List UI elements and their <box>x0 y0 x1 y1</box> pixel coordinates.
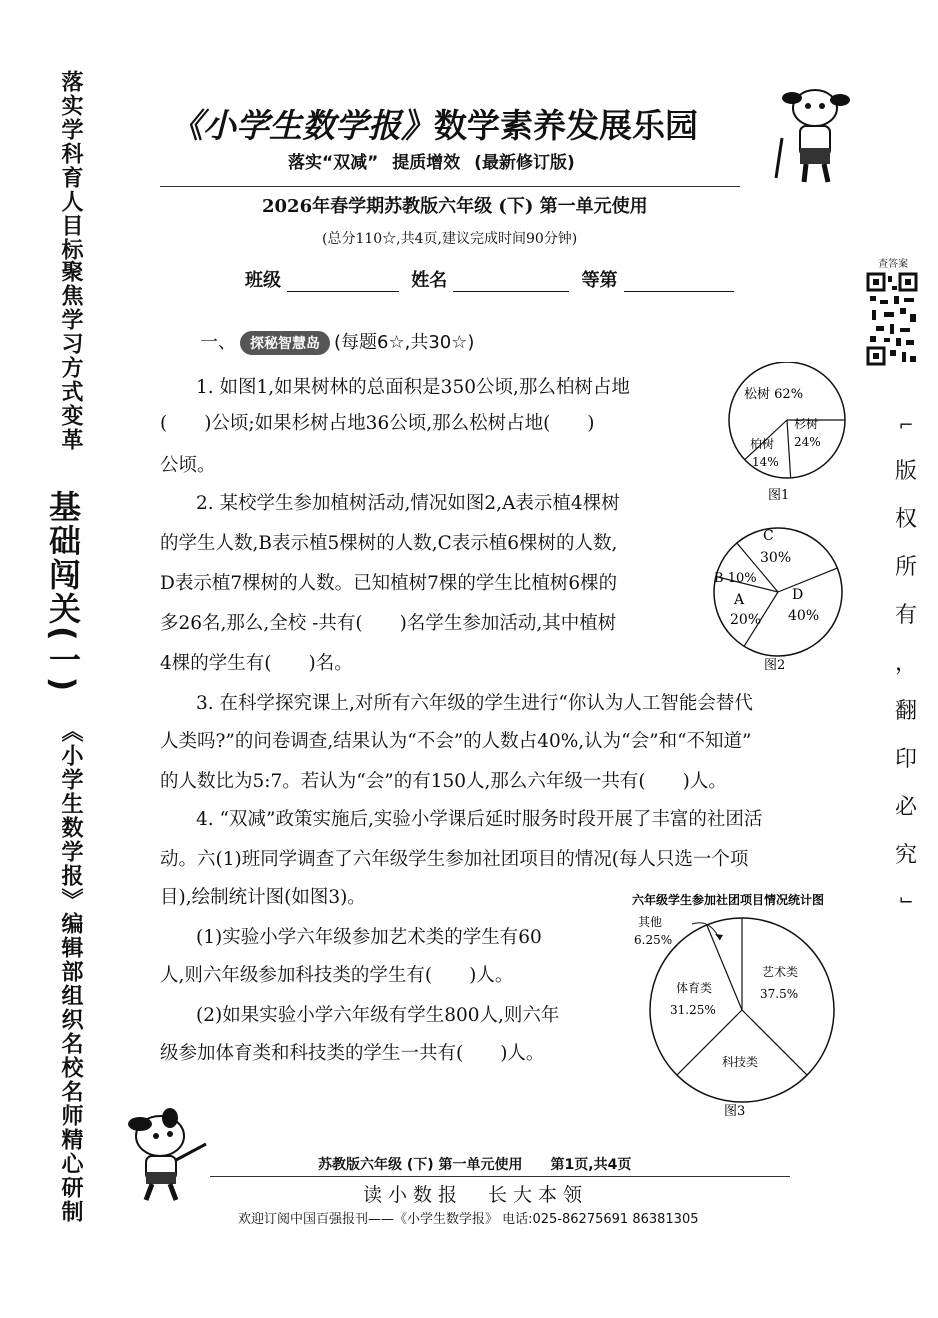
rights-char: 印 <box>894 747 917 772</box>
qr-label: 查答案 <box>878 259 908 270</box>
footer-slogan: 读小数报 长大本领 <box>363 1184 589 1206</box>
score-note: (总分110☆,共4页,建议完成时间90分钟) <box>322 231 578 247</box>
q2-line-3: D表示植7棵树的人数。已知植树7棵的学生比植树6棵的 <box>160 573 618 594</box>
pie1-label-baishu: 柏树 <box>750 437 775 451</box>
q4-line-2: 动。六(1)班同学调查了六年级学生参加社团项目的情况(每人只选一个项 <box>160 849 749 870</box>
rights-char: 有 <box>894 603 917 628</box>
pie1-label-shanshu: 杉树 <box>794 417 819 431</box>
pie3-title: 六年级学生参加社团项目情况统计图 <box>632 893 825 907</box>
side-slogan-1: 落实学科育人目标 <box>58 70 83 262</box>
q4-sub2-line-1: (2)如果实验小学六年级有学生800人,则六年 <box>196 1005 560 1026</box>
page-subtitle: 落实“双减” 提质增效 (最新修订版) <box>288 153 575 173</box>
section-number: 一、 <box>200 332 236 353</box>
rights-char: 必 <box>894 795 917 820</box>
edition-line: 2026年春学期苏教版六年级 (下) 第一单元使用 <box>262 196 648 217</box>
q4-sub1-line-1: (1)实验小学六年级参加艺术类的学生有60 <box>196 927 542 948</box>
grade-field[interactable] <box>624 273 734 292</box>
student-info-fields <box>245 266 740 292</box>
pie3-value-art: 37.5% <box>760 987 799 1001</box>
side-credit: 《小学生数学报》编辑部组织名校名师精心研制 <box>58 720 83 1224</box>
qr-code-icon[interactable] <box>866 272 918 368</box>
q2-line-1: 2. 某校学生参加植树活动,情况如图2,A表示植4棵树 <box>196 493 620 514</box>
rights-char: 版 <box>894 459 917 484</box>
q1-line-3: 公顷。 <box>160 455 216 476</box>
pie3-label-tech: 科技类 <box>722 1055 759 1069</box>
q2-line-4: 多26名,那么,全校 -共有( )名学生参加活动,其中植树 <box>160 613 617 634</box>
pie1-value-baishu: 14% <box>752 455 779 469</box>
pie1-caption: 图1 <box>768 488 790 503</box>
section-badge: 探秘智慧岛 <box>240 331 330 355</box>
pie3-caption: 图3 <box>724 1104 746 1119</box>
q4-sub2-line-2: 级参加体育类和科技类的学生一共有( )人。 <box>160 1043 545 1064</box>
q3-line-1: 3. 在科学探究课上,对所有六年级的学生进行“你认为人工智能会替代 <box>196 693 753 714</box>
pie3-label-sports: 体育类 <box>676 981 713 995</box>
q1-line-1: 1. 如图1,如果树林的总面积是350公顷,那么柏树占地 <box>196 377 630 398</box>
figure-2-pie-chart <box>710 518 860 678</box>
footer-divider <box>210 1176 790 1177</box>
q4-line-3: 目),绘制统计图(如图3)。 <box>160 887 366 908</box>
class-label: 班级 <box>245 270 281 291</box>
bracket-top: ⌐ <box>898 415 914 436</box>
pie3-value-other: 6.25% <box>634 933 673 947</box>
section-heading <box>200 328 474 355</box>
header-divider <box>160 186 740 187</box>
pie3-value-sports: 31.25% <box>670 1003 716 1017</box>
pie2-label-a: A <box>734 592 745 608</box>
rights-char: 所 <box>894 555 917 580</box>
bracket-bottom: ⌙ <box>898 889 914 910</box>
q3-line-3: 的人数比为5:7。若认为“会”的有150人,那么六年级一共有( )人。 <box>160 771 727 792</box>
figure-3-pie-chart <box>620 890 870 1122</box>
pie2-caption: 图2 <box>764 658 786 673</box>
copyright-notice <box>888 412 924 910</box>
pie2-value-d: 40% <box>788 608 820 624</box>
q2-line-5: 4棵的学生有( )名。 <box>160 653 353 674</box>
q3-line-2: 人类吗?”的问卷调查,结果认为“不会”的人数占40%,认为“会”和“不知道” <box>160 731 752 752</box>
mascot-dog-icon <box>770 78 860 188</box>
footer-contact: 欢迎订阅中国百强报刊——《小学生数学报》 电话:025-86275691 86381305 <box>238 1212 699 1227</box>
pie1-slices <box>729 362 845 478</box>
pie2-value-c: 30% <box>760 550 792 566</box>
pie1-value-shanshu: 24% <box>794 435 821 449</box>
q2-line-2: 的学生人数,B表示植5棵树的人数,C表示植6棵树的人数, <box>160 533 618 554</box>
q4-line-1: 4. “双减”政策实施后,实验小学课后延时服务时段开展了丰富的社团活 <box>196 809 763 830</box>
q4-sub1-line-2: 人,则六年级参加科技类的学生有( )人。 <box>160 965 514 986</box>
rights-char: 翻 <box>894 699 917 724</box>
grade-label: 等第 <box>581 270 618 291</box>
brand-title: 《小学生数学报》 <box>170 106 434 145</box>
page-title <box>170 100 698 147</box>
rights-char: ， <box>894 651 917 676</box>
section-score: (每题6☆,共30☆) <box>334 332 475 353</box>
q1-line-2: ( )公顷;如果杉树占地36公顷,那么松树占地( ) <box>160 413 595 434</box>
pie3-label-other: 其他 <box>638 915 663 929</box>
pie2-label-d: D <box>792 587 804 603</box>
pie2-label-c: C <box>763 528 774 544</box>
figure-1-pie-chart <box>712 362 862 512</box>
name-label: 姓名 <box>411 270 448 291</box>
title-rest: 数学素养发展乐园 <box>434 106 698 145</box>
name-field[interactable] <box>453 273 569 292</box>
rights-char: 究 <box>894 843 917 868</box>
pie2-label-b: B 10% <box>714 571 757 586</box>
side-slogan-2: 聚焦学习方式变革 <box>58 260 83 452</box>
mascot-dog-bottom-icon <box>120 1108 216 1202</box>
side-section-title: 基础闯关(一) <box>44 490 82 694</box>
pie3-label-art: 艺术类 <box>762 965 799 979</box>
footer-page-info: 苏教版六年级 (下) 第一单元使用 第1页,共4页 <box>318 1157 632 1173</box>
rights-char: 权 <box>894 507 917 532</box>
class-field[interactable] <box>287 273 399 292</box>
pie1-label-songshu: 松树 62% <box>744 387 804 402</box>
pie2-value-a: 20% <box>730 612 762 628</box>
